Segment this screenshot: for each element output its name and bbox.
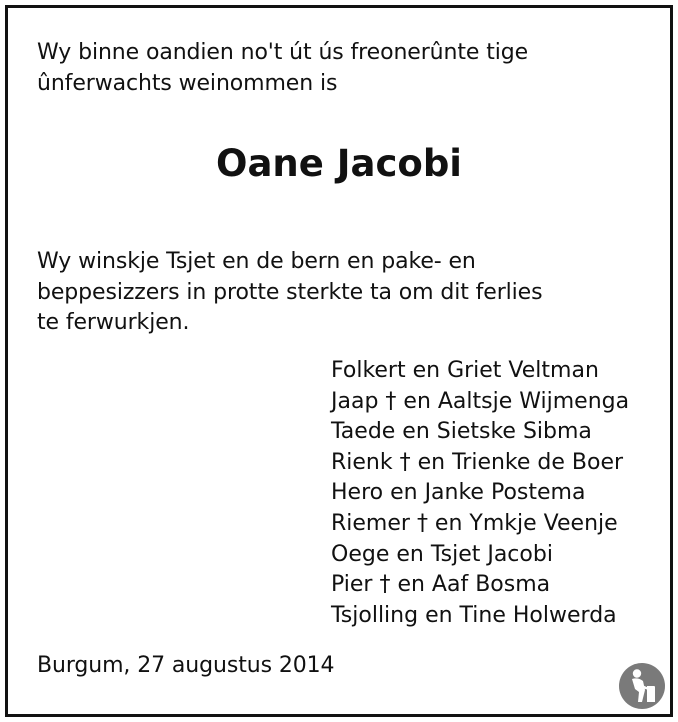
signer-entry: Oege en Tsjet Jacobi [331, 541, 553, 567]
signer-entry: Taede en Sietske Sibma [331, 419, 592, 445]
intro-text [37, 38, 528, 99]
signer-entry: Rienk † en Trienke de Boer [331, 449, 624, 475]
signer-entry: Pier † en Aaf Bosma [331, 572, 551, 598]
signer-entry: Riemer † en Ymkje Veenje [331, 510, 618, 536]
condolence-line: Wy winskje Tsjet en de bern en pake- en [37, 249, 476, 274]
place-date: Burgum, 27 augustus 2014 [37, 653, 335, 678]
signer-entry: Tsjolling en Tine Holwerda [331, 602, 617, 628]
signer-entry: Hero en Janke Postema [331, 480, 586, 506]
mourning-figure-icon [618, 662, 666, 710]
signer-entry: Jaap † en Aaltsje Wijmenga [331, 388, 630, 414]
condolence-text [37, 247, 542, 339]
condolence-line: te ferwurkjen. [37, 310, 190, 335]
condolence-line: beppesizzers in protte sterkte ta om dit ferlies [37, 279, 543, 305]
signers-list [331, 356, 629, 631]
intro-line: Wy binne oandien no't út ús freonerûnte tige [37, 40, 529, 65]
signer-entry: Folkert en Griet Veltman [331, 358, 599, 383]
deceased-name: Oane Jacobi [216, 142, 462, 185]
intro-line: ûnferwachts weinommen is [37, 70, 338, 96]
